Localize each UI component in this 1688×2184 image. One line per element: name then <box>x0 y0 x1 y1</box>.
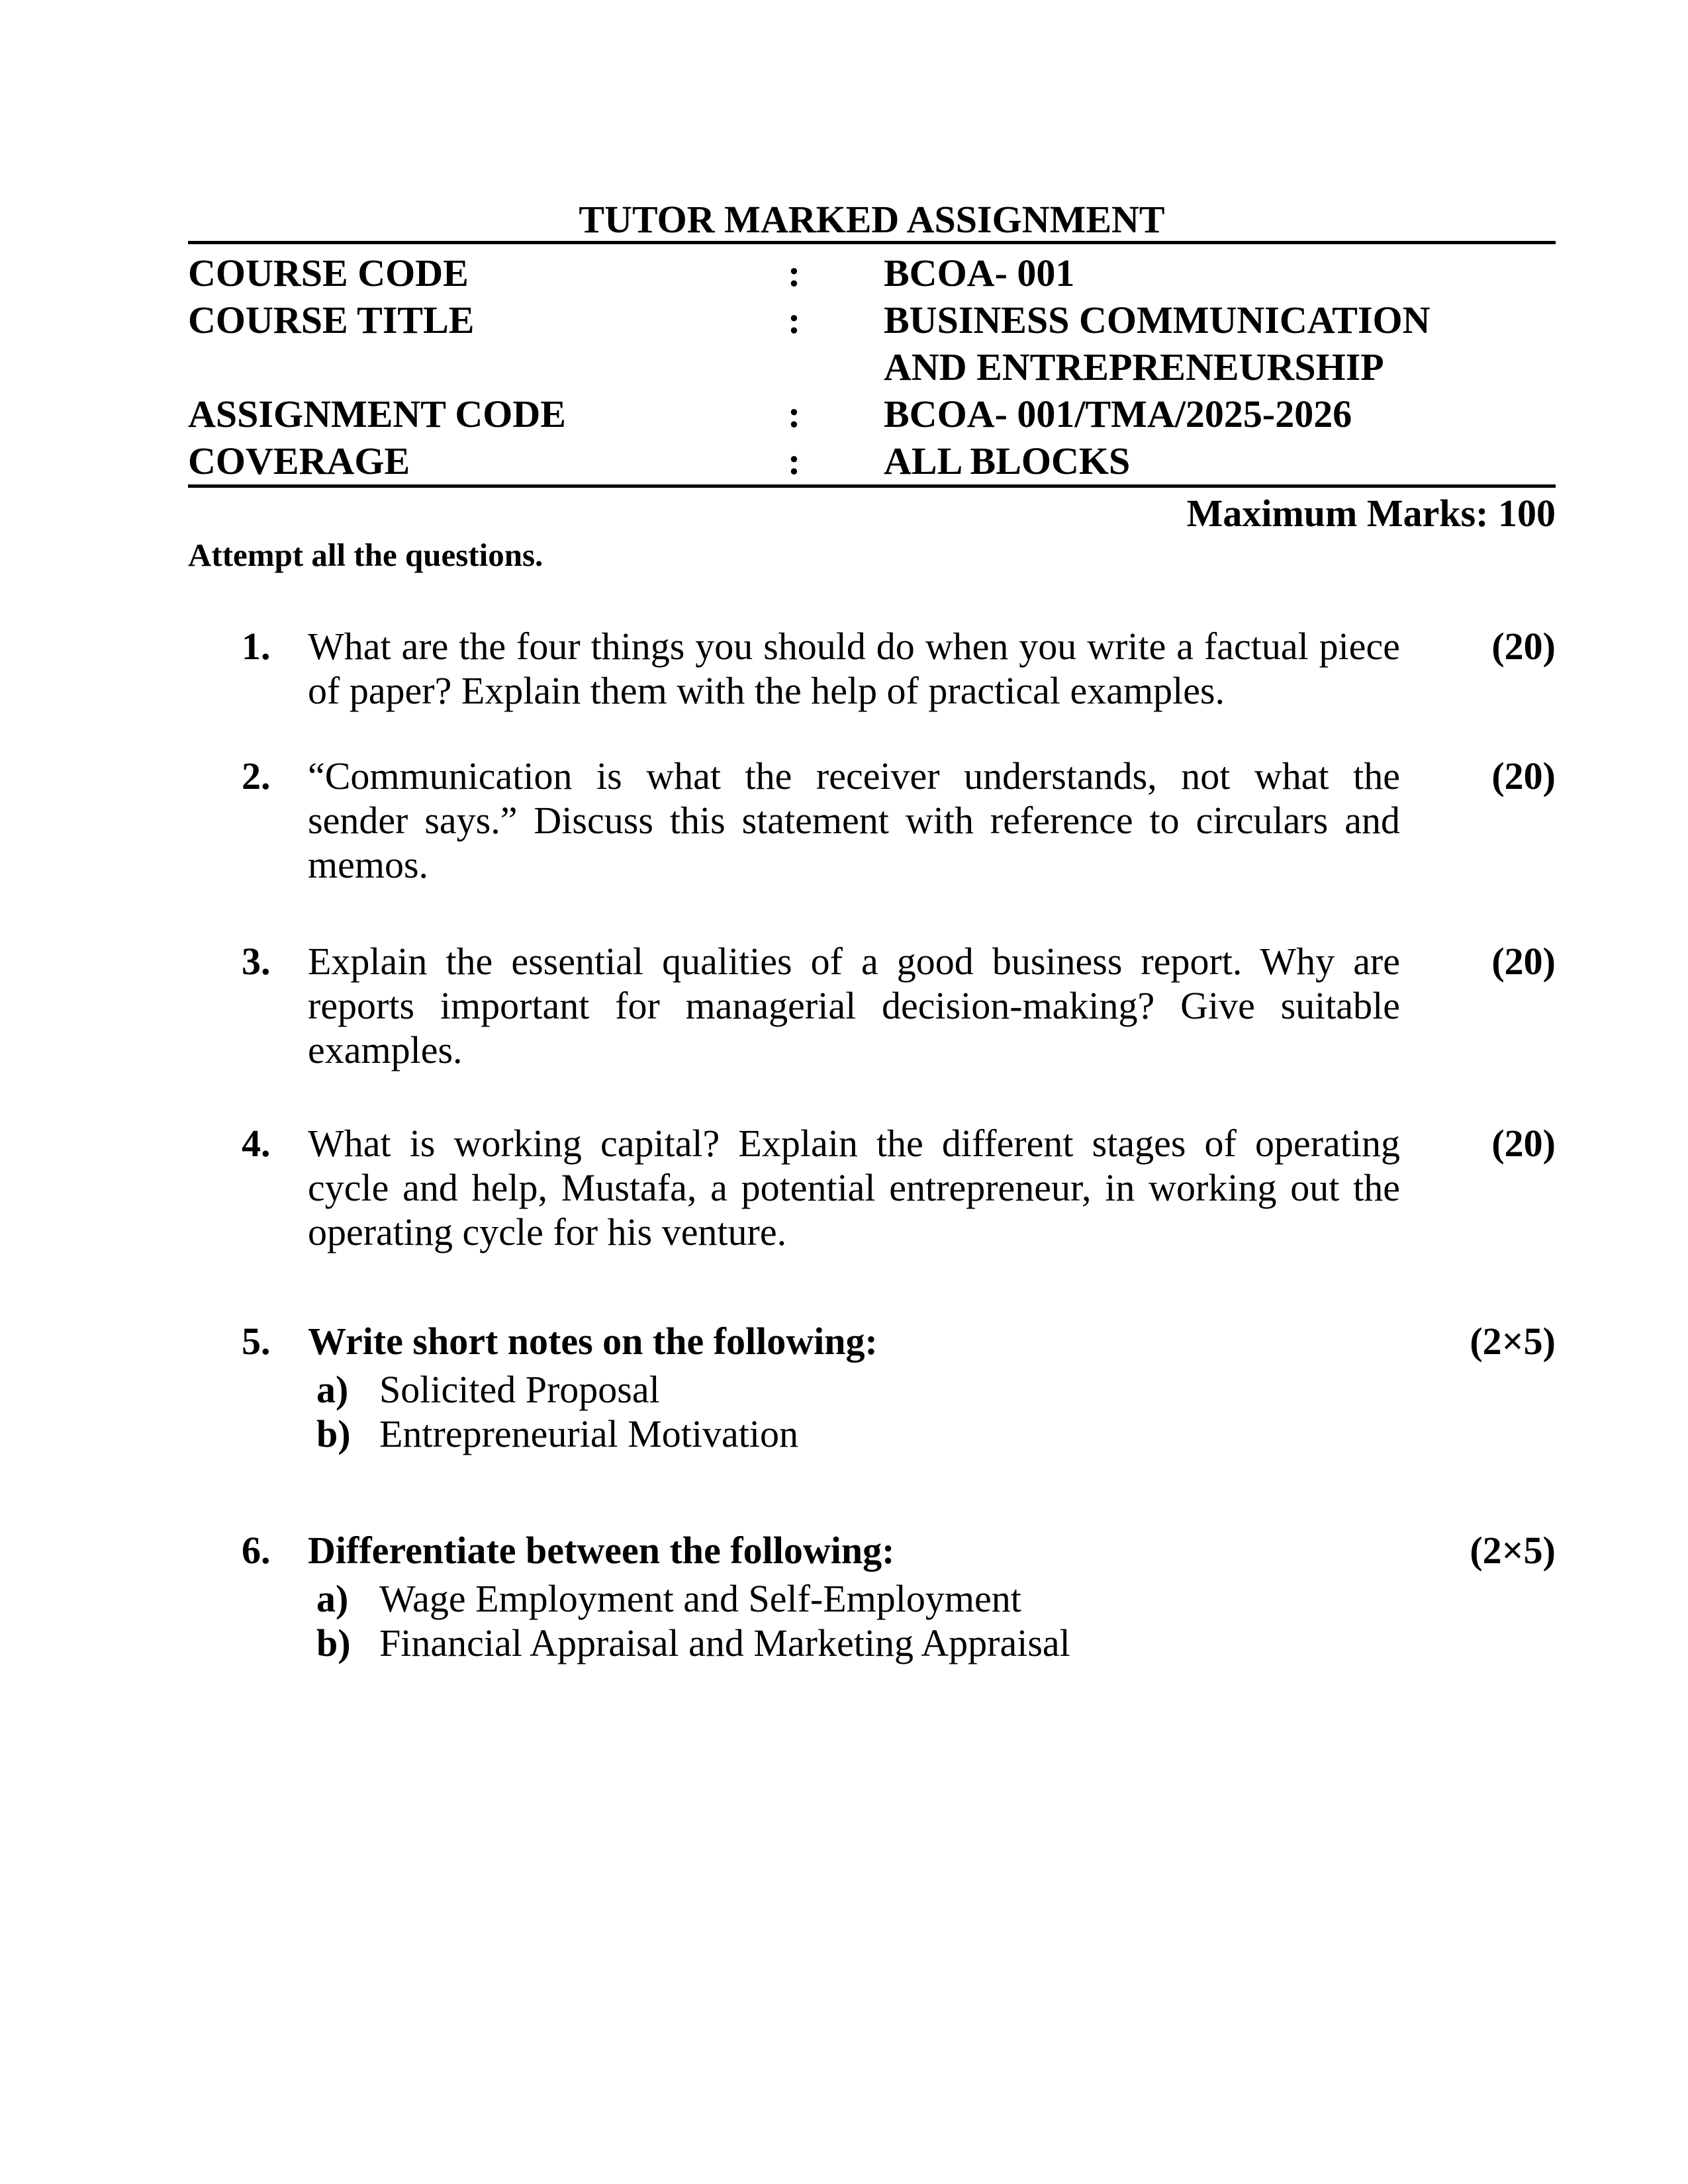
question-marks: (2×5) <box>1470 1320 1556 1363</box>
question-text-line: memos. <box>308 843 429 886</box>
info-row-course-code <box>188 250 1556 296</box>
sub-item-text: Financial Appraisal and Marketing Appraisal <box>379 1621 1070 1664</box>
question-1 <box>242 624 1556 713</box>
info-row-course-title <box>188 296 1556 343</box>
question-marks: (2×5) <box>1470 1529 1556 1572</box>
question-text-line: sender says.” Discuss this statement with reference to circulars and <box>308 799 1400 842</box>
question-text <box>308 624 1400 713</box>
sub-item-a <box>316 1367 1400 1412</box>
info-colon: : <box>788 439 801 482</box>
question-number: 4. <box>242 1122 271 1165</box>
page-title: TUTOR MARKED ASSIGNMENT <box>579 198 1165 241</box>
question-number: 6. <box>242 1529 271 1572</box>
question-2 <box>242 754 1556 887</box>
course-info-table <box>188 250 1556 484</box>
question-heading: Differentiate between the following: <box>308 1529 895 1572</box>
info-label: COURSE CODE <box>188 251 469 295</box>
question-list <box>242 624 1556 1665</box>
info-value: BCOA- 001 <box>884 251 1075 295</box>
sub-item-text: Solicited Proposal <box>379 1368 660 1411</box>
question-text-line: What is working capital? Explain the different stages of operating <box>308 1122 1400 1165</box>
question-text <box>308 1319 1400 1456</box>
question-text-line: reports important for managerial decision-making? Give suitable <box>308 984 1400 1027</box>
question-text <box>308 939 1400 1072</box>
question-marks: (20) <box>1491 754 1556 797</box>
question-text <box>308 1121 1400 1254</box>
question-text-line: “Communication is what the receiver understands, not what the <box>308 754 1400 797</box>
question-number: 3. <box>242 940 271 983</box>
info-colon: : <box>788 251 801 295</box>
info-label: COURSE TITLE <box>188 298 475 341</box>
question-marks: (20) <box>1491 940 1556 983</box>
divider-bottom <box>188 484 1556 488</box>
sub-item-text: Wage Employment and Self-Employment <box>379 1577 1021 1620</box>
question-number: 2. <box>242 754 271 797</box>
question-text-line: of paper? Explain them with the help of practical examples. <box>308 669 1225 712</box>
question-6 <box>242 1528 1556 1665</box>
question-4 <box>242 1121 1556 1254</box>
question-heading: Write short notes on the following: <box>308 1320 878 1363</box>
info-label: ASSIGNMENT CODE <box>188 392 566 435</box>
sub-item-label: b) <box>316 1621 351 1664</box>
info-row-coverage <box>188 437 1556 484</box>
sub-item-b <box>316 1412 1400 1456</box>
info-label: COVERAGE <box>188 439 410 482</box>
question-text-line: What are the four things you should do when you write a factual piece <box>308 625 1400 668</box>
question-3 <box>242 939 1556 1072</box>
info-colon: : <box>788 392 801 435</box>
question-marks: (20) <box>1491 1122 1556 1165</box>
info-row-assignment-code <box>188 390 1556 437</box>
question-text-line: operating cycle for his venture. <box>308 1210 787 1253</box>
instruction: Attempt all the questions. <box>188 537 543 573</box>
sub-item-label: a) <box>316 1368 349 1411</box>
sub-item-label: b) <box>316 1412 351 1455</box>
question-text <box>308 754 1400 887</box>
info-value: BUSINESS COMMUNICATION <box>884 298 1430 341</box>
sub-item-a <box>316 1576 1400 1621</box>
info-row-course-title-wrap <box>188 343 1556 390</box>
info-label <box>188 343 788 390</box>
question-number: 5. <box>242 1320 271 1363</box>
question-marks: (20) <box>1491 625 1556 668</box>
sub-item-text: Entrepreneurial Motivation <box>379 1412 798 1455</box>
divider-top <box>188 241 1556 244</box>
info-value: BCOA- 001/TMA/2025-2026 <box>884 392 1352 435</box>
question-text-line: examples. <box>308 1028 463 1071</box>
info-value: ALL BLOCKS <box>884 439 1131 482</box>
info-colon <box>788 343 884 390</box>
question-text-line: cycle and help, Mustafa, a potential entrepreneur, in working out the <box>308 1166 1400 1209</box>
sub-item-label: a) <box>316 1577 349 1620</box>
info-colon: : <box>788 298 801 341</box>
question-text-line: Explain the essential qualities of a good business report. Why are <box>308 940 1400 983</box>
info-value: AND ENTREPRENEURSHIP <box>884 345 1384 388</box>
question-number: 1. <box>242 625 271 668</box>
max-marks: Maximum Marks: 100 <box>1186 492 1556 535</box>
question-5 <box>242 1319 1556 1456</box>
sub-item-b <box>316 1621 1400 1665</box>
question-text <box>308 1528 1400 1665</box>
